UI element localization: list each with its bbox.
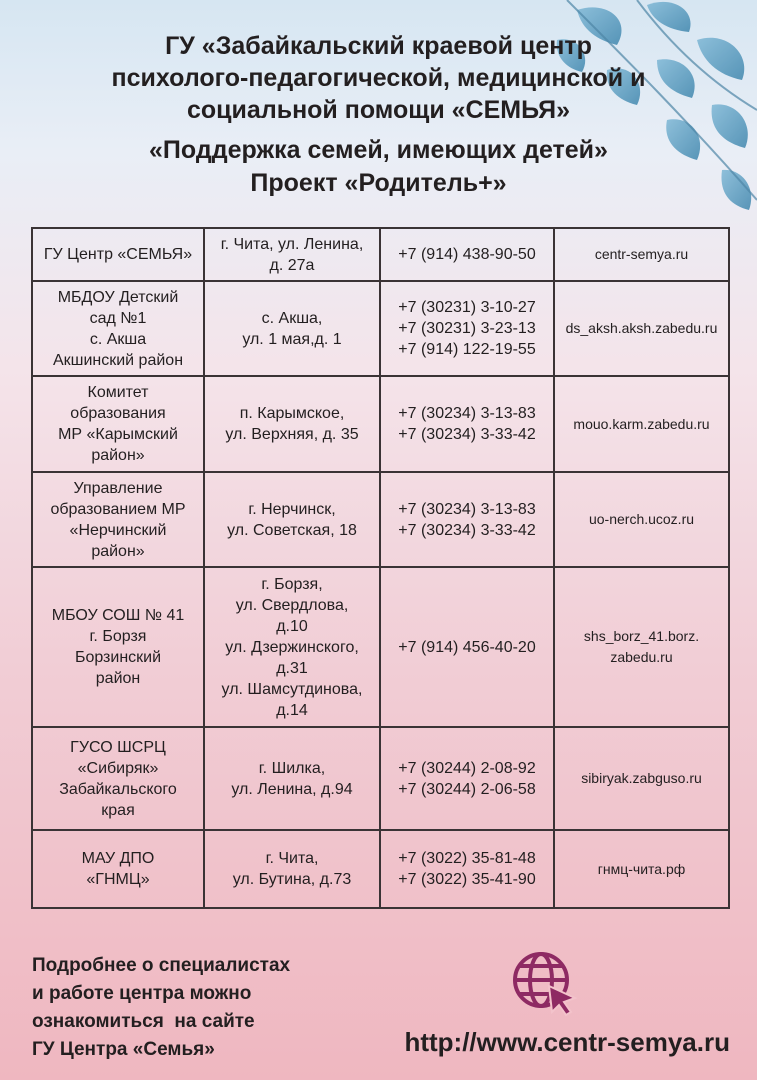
footer-note-line-2: и работе центра можно	[32, 983, 252, 1004]
phone-cell	[380, 228, 554, 281]
table-row	[32, 228, 729, 281]
address-cell	[204, 281, 380, 376]
org-name-cell	[32, 228, 204, 281]
address-cell-line: г. Чита,	[265, 850, 319, 867]
table-row	[32, 567, 729, 727]
org-name-cell-line: Забайкальского	[59, 780, 177, 798]
table-row	[32, 281, 729, 376]
address-cell	[204, 567, 380, 727]
website-cell-line: гнмц-чита.рф	[597, 860, 686, 877]
org-name-cell-line: Комитет	[87, 384, 149, 401]
footer-note-line-1: Подробнее о специалистах	[32, 955, 291, 976]
project-title: Проект «Родитель+»	[250, 169, 507, 197]
phone-cell	[380, 376, 554, 472]
org-name-cell-line: образованием МР	[50, 500, 186, 518]
org-name-cell-line: «Сибиряк»	[77, 759, 159, 777]
address-cell-line: ул. Шамсутдинова,	[221, 680, 363, 698]
program-title: «Поддержка семей, имеющих детей»	[149, 136, 608, 164]
org-name-cell-line: с. Акша	[89, 330, 147, 348]
address-cell-line: г. Шилка,	[258, 759, 326, 777]
website-cell[interactable]	[554, 376, 729, 472]
address-cell-line: ул. Советская, 18	[227, 521, 357, 539]
address-cell-line: ул. Ленина, д.94	[231, 780, 353, 798]
org-title-line-2: психолого-педагогической, медицинской и	[111, 64, 646, 92]
footer-note-line-4: ГУ Центра «Семья»	[32, 1039, 215, 1060]
org-name-cell-line: район»	[91, 447, 145, 464]
website-cell[interactable]	[554, 472, 729, 567]
address-cell	[204, 472, 380, 567]
org-name-cell-line: образования	[70, 405, 166, 422]
footer-note	[32, 952, 362, 1064]
org-name-cell-line: ГУ Центр «СЕМЬЯ»	[43, 246, 193, 263]
address-cell-line: ул. Бутина, д.73	[232, 871, 352, 888]
website-cell-line: ds_aksh.aksh.zabedu.ru	[565, 320, 718, 336]
address-cell	[204, 228, 380, 281]
org-name-cell-line: Акшинский район	[52, 351, 184, 369]
phone-cell-line: +7 (30234) 3-33-42	[398, 521, 536, 539]
org-name-cell-line: МАУ ДПО	[81, 850, 155, 867]
phone-cell	[380, 281, 554, 376]
address-cell-line: г. Чита, ул. Ленина,	[220, 235, 364, 253]
org-name-cell-line: «ГНМЦ»	[86, 871, 150, 888]
phone-cell-line: +7 (914) 122-19-55	[398, 341, 536, 358]
org-name-cell	[32, 472, 204, 567]
website-cell-line: shs_borz_41.borz.	[583, 628, 700, 644]
address-cell-line: с. Акша,	[261, 309, 323, 327]
phone-cell	[380, 567, 554, 727]
org-name-cell-line: сад №1	[89, 309, 147, 327]
phone-cell-line: +7 (914) 438-90-50	[398, 246, 536, 263]
website-link[interactable]: http://www.centr-semya.ru	[404, 1027, 730, 1057]
phone-cell-line: +7 (30231) 3-23-13	[398, 320, 536, 337]
table-row	[32, 376, 729, 472]
address-cell-line: ул. Дзержинского,	[225, 638, 359, 656]
org-name-cell-line: район»	[91, 542, 145, 560]
table-row	[32, 830, 729, 908]
org-name-cell	[32, 281, 204, 376]
address-cell-line: п. Карымское,	[239, 405, 345, 422]
phone-cell	[380, 727, 554, 830]
org-name-cell	[32, 376, 204, 472]
org-name-cell-line: края	[101, 801, 135, 819]
phone-cell-line: +7 (30234) 3-33-42	[398, 426, 536, 443]
table-row	[32, 472, 729, 567]
website-cell[interactable]	[554, 830, 729, 908]
org-name-cell-line: ГУСО ШСРЦ	[70, 738, 166, 756]
address-cell-line: ул. Верхняя, д. 35	[225, 426, 359, 443]
org-name-cell-line: Борзинский	[74, 649, 162, 666]
address-cell	[204, 376, 380, 472]
address-cell	[204, 727, 380, 830]
org-name-cell-line: «Нерчинский	[69, 521, 167, 539]
phone-cell-line: +7 (30234) 3-13-83	[398, 500, 536, 518]
address-cell-line: д.14	[276, 701, 308, 719]
website-cell[interactable]	[554, 281, 729, 376]
phone-cell	[380, 472, 554, 567]
address-cell	[204, 830, 380, 908]
phone-cell-line: +7 (30234) 3-13-83	[398, 405, 536, 422]
org-title-line-3: социальной помощи «СЕМЬЯ»	[187, 96, 570, 124]
address-cell-line: д.31	[276, 659, 308, 677]
table-row	[32, 727, 729, 830]
website-cell-line: centr-semya.ru	[594, 246, 689, 262]
address-cell-line: ул. Свердлова,	[235, 596, 349, 614]
address-cell-line: г. Борзя,	[261, 575, 323, 593]
website-cell[interactable]	[554, 727, 729, 830]
org-name-cell	[32, 727, 204, 830]
org-name-cell-line: МБДОУ Детский	[57, 288, 179, 306]
footer-note-line-3: ознакомиться на сайте	[32, 1011, 255, 1032]
globe-cursor-icon	[509, 948, 579, 1018]
website-cell[interactable]	[554, 567, 729, 727]
website-cell[interactable]	[554, 228, 729, 281]
organizations-table	[31, 227, 730, 909]
address-cell-line: г. Нерчинск,	[248, 500, 336, 518]
address-cell-line: ул. 1 мая,д. 1	[242, 330, 342, 348]
phone-cell-line: +7 (914) 456-40-20	[398, 638, 536, 656]
address-cell-line: д. 27а	[269, 256, 315, 274]
phone-cell	[380, 830, 554, 908]
org-name-cell-line: МР «Карымский	[58, 426, 178, 443]
phone-cell-line: +7 (30244) 2-06-58	[398, 780, 536, 798]
phone-cell-line: +7 (30244) 2-08-92	[398, 759, 536, 777]
website-cell-line: mouo.karm.zabedu.ru	[573, 415, 710, 432]
website-cell-line: uo-nerch.ucoz.ru	[588, 511, 695, 527]
org-name-cell-line: г. Борзя	[89, 628, 147, 645]
org-name-cell-line: район	[95, 670, 141, 687]
org-name-cell	[32, 830, 204, 908]
org-name-cell-line: МБОУ СОШ № 41	[51, 607, 185, 624]
org-title-line-1: ГУ «Забайкальский краевой центр	[165, 32, 592, 60]
phone-cell-line: +7 (3022) 35-81-48	[398, 850, 536, 867]
org-name-cell	[32, 567, 204, 727]
phone-cell-line: +7 (3022) 35-41-90	[398, 871, 536, 888]
website-cell-line: zabedu.ru	[610, 649, 673, 665]
phone-cell-line: +7 (30231) 3-10-27	[398, 299, 536, 316]
org-name-cell-line: Управление	[73, 479, 163, 497]
website-cell-line: sibiryak.zabguso.ru	[581, 770, 702, 786]
header	[0, 30, 757, 200]
address-cell-line: д.10	[276, 617, 308, 635]
